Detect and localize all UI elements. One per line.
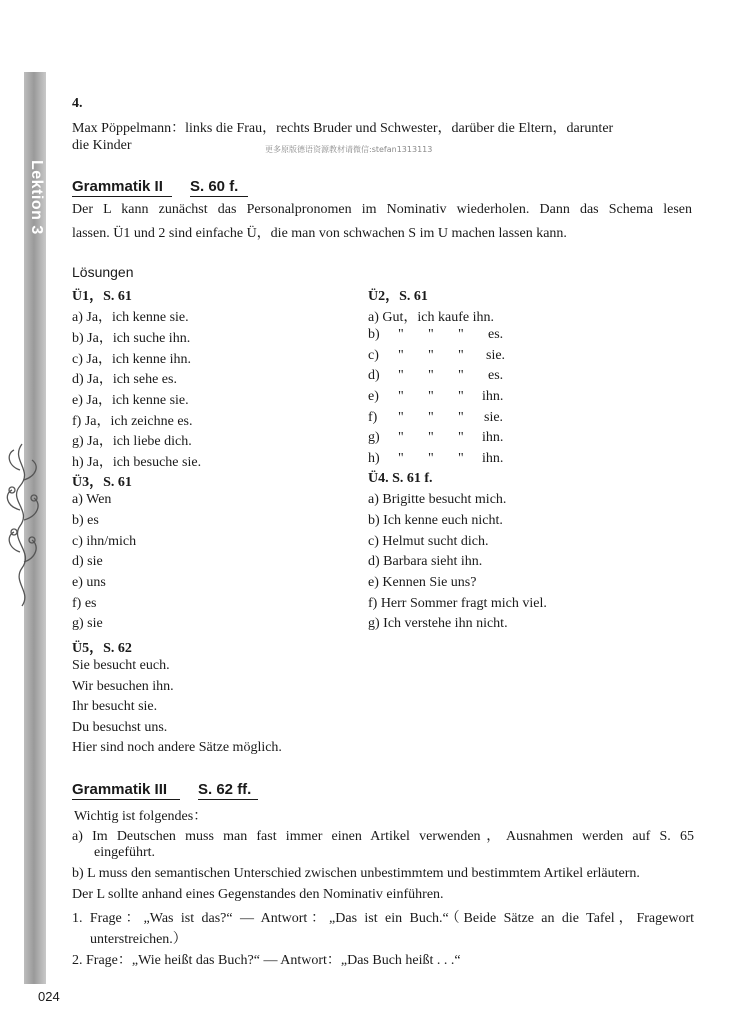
ditto-mark: "	[428, 410, 434, 425]
u1-answer: e) Ja，ich kenne sie.	[72, 393, 189, 408]
u2-row-letter: c)	[368, 348, 379, 363]
u2-row-pronoun: sie.	[484, 410, 504, 425]
u1-answer: a) Ja，ich kenne sie.	[72, 310, 189, 325]
u4-answer: g) Ich verstehe ihn nicht.	[368, 616, 508, 631]
grammatik2-para-line2: lassen. Ü1 und 2 sind einfache Ü，die man von schwachen S im U machen lassen kann.	[72, 226, 567, 241]
task4-text-line2: die Kinder	[72, 138, 132, 153]
ditto-mark: "	[428, 348, 434, 363]
ditto-mark: "	[458, 368, 464, 383]
watermark-text: 更多原版德语资源教材请微信:stefan1313113	[265, 145, 433, 154]
loesungen-label: Lösungen	[72, 264, 134, 280]
u4-heading: Ü4. S. 61 f.	[368, 471, 433, 486]
ditto-mark: "	[398, 389, 404, 404]
u3-answer: b) es	[72, 513, 99, 528]
task-number: 4.	[72, 96, 83, 111]
grammatik3-item2: 2. Frage：„Wie heißt das Buch?“ — Antwort：„Das Buch heißt . . .“	[72, 953, 461, 968]
grammatik2-page-ref: S. 60 f.	[190, 178, 248, 197]
u2-row-pronoun: sie.	[486, 348, 506, 363]
ditto-mark: "	[458, 430, 464, 445]
chapter-label: Lektion 3	[28, 160, 45, 235]
ditto-mark: "	[398, 327, 404, 342]
u1-answer: d) Ja，ich sehe es.	[72, 372, 177, 387]
u2-row-letter: e)	[368, 389, 379, 404]
u4-answer: c) Helmut sucht dich.	[368, 534, 489, 549]
ditto-mark: "	[398, 430, 404, 445]
u2-row-letter: f)	[368, 410, 378, 425]
u4-answer: f) Herr Sommer fragt mich viel.	[368, 596, 547, 611]
u1-answer: b) Ja，ich suche ihn.	[72, 331, 191, 346]
u1-answer: c) Ja，ich kenne ihn.	[72, 352, 191, 367]
u3-answer: c) ihn/mich	[72, 534, 137, 549]
ditto-mark: "	[428, 368, 434, 383]
u5-sentence: Hier sind noch andere Sätze möglich.	[72, 740, 282, 755]
u5-heading: Ü5，S. 62	[72, 641, 132, 656]
u3-answer: f) es	[72, 596, 97, 611]
u4-answer: b) Ich kenne euch nicht.	[368, 513, 503, 528]
u2-row-pronoun: ihn.	[482, 389, 504, 404]
grammatik3-point-a-line1: a) Im Deutschen muss man fast immer einen Artikel verwenden，Ausnahmen werden auf S. 65	[72, 829, 694, 844]
ditto-mark: "	[428, 327, 434, 342]
u4-answer: a) Brigitte besucht mich.	[368, 492, 507, 507]
u3-answer: e) uns	[72, 575, 106, 590]
ditto-mark: "	[428, 451, 434, 466]
u1-heading: Ü1，S. 61	[72, 289, 132, 304]
task4-text-line1: Max Pöppelmann：links die Frau，rechts Bruder und Schwester，darüber die Eltern，darunter	[72, 121, 614, 136]
grammatik3-item1-line1: 1. Frage：„Was ist das?“ — Antwort：„Das ist ein Buch.“（Beide Sätze an die Tafel，Fragewort	[72, 911, 694, 926]
u2-row-letter: b)	[368, 327, 380, 342]
ditto-mark: "	[458, 410, 464, 425]
u3-answer: a) Wen	[72, 492, 112, 507]
ditto-mark: "	[458, 451, 464, 466]
ditto-mark: "	[398, 451, 404, 466]
u1-answer: g) Ja，ich liebe dich.	[72, 434, 192, 449]
grammatik3-item1-line2: unterstreichen.）	[90, 932, 187, 947]
ditto-mark: "	[428, 430, 434, 445]
u2-answer: a) Gut，ich kaufe ihn.	[368, 310, 494, 325]
grammatik3-intro: Wichtig ist folgendes：	[74, 809, 208, 824]
u3-answer: d) sie	[72, 554, 103, 569]
u1-answer: h) Ja，ich besuche sie.	[72, 455, 202, 470]
u2-row-letter: h)	[368, 451, 380, 466]
u2-row-pronoun: es.	[488, 368, 504, 383]
u3-heading: Ü3，S. 61	[72, 475, 132, 490]
ditto-mark: "	[458, 348, 464, 363]
u4-answer: e) Kennen Sie uns?	[368, 575, 477, 590]
u5-sentence: Wir besuchen ihn.	[72, 679, 174, 694]
ditto-mark: "	[398, 368, 404, 383]
ditto-mark: "	[398, 348, 404, 363]
u2-heading: Ü2，S. 61	[368, 289, 428, 304]
grammatik3-point-b: b) L muss den semantischen Unterschied zwischen unbestimmtem und bestimmtem Artikel erläutern.	[72, 866, 640, 881]
grammatik2-para-line1: Der L kann zunächst das Personalpronomen im Nominativ wiederholen. Dann das Schema lesen	[72, 202, 692, 217]
ditto-mark: "	[458, 389, 464, 404]
grammatik3-title: Grammatik III	[72, 781, 180, 800]
ditto-mark: "	[428, 389, 434, 404]
u1-answer: f) Ja，ich zeichne es.	[72, 414, 193, 429]
u5-sentence: Ihr besucht sie.	[72, 699, 158, 714]
grammatik3-point-c: Der L sollte anhand eines Gegenstandes den Nominativ einführen.	[72, 887, 444, 902]
page-number: 024	[38, 989, 60, 1004]
u2-row-letter: d)	[368, 368, 380, 383]
u5-sentence: Du besuchst uns.	[72, 720, 168, 735]
u2-row-letter: g)	[368, 430, 380, 445]
u3-answer: g) sie	[72, 616, 103, 631]
u2-row-pronoun: ihn.	[482, 430, 504, 445]
u4-answer: d) Barbara sieht ihn.	[368, 554, 483, 569]
u2-row-pronoun: ihn.	[482, 451, 504, 466]
grammatik3-page-ref: S. 62 ff.	[198, 781, 258, 800]
ditto-mark: "	[458, 327, 464, 342]
floral-ornament-icon	[2, 440, 44, 610]
u2-row-pronoun: es.	[488, 327, 504, 342]
u5-sentence: Sie besucht euch.	[72, 658, 170, 673]
ditto-mark: "	[398, 410, 404, 425]
grammatik3-point-a-line2: eingeführt.	[94, 845, 156, 860]
grammatik2-title: Grammatik II	[72, 178, 172, 197]
